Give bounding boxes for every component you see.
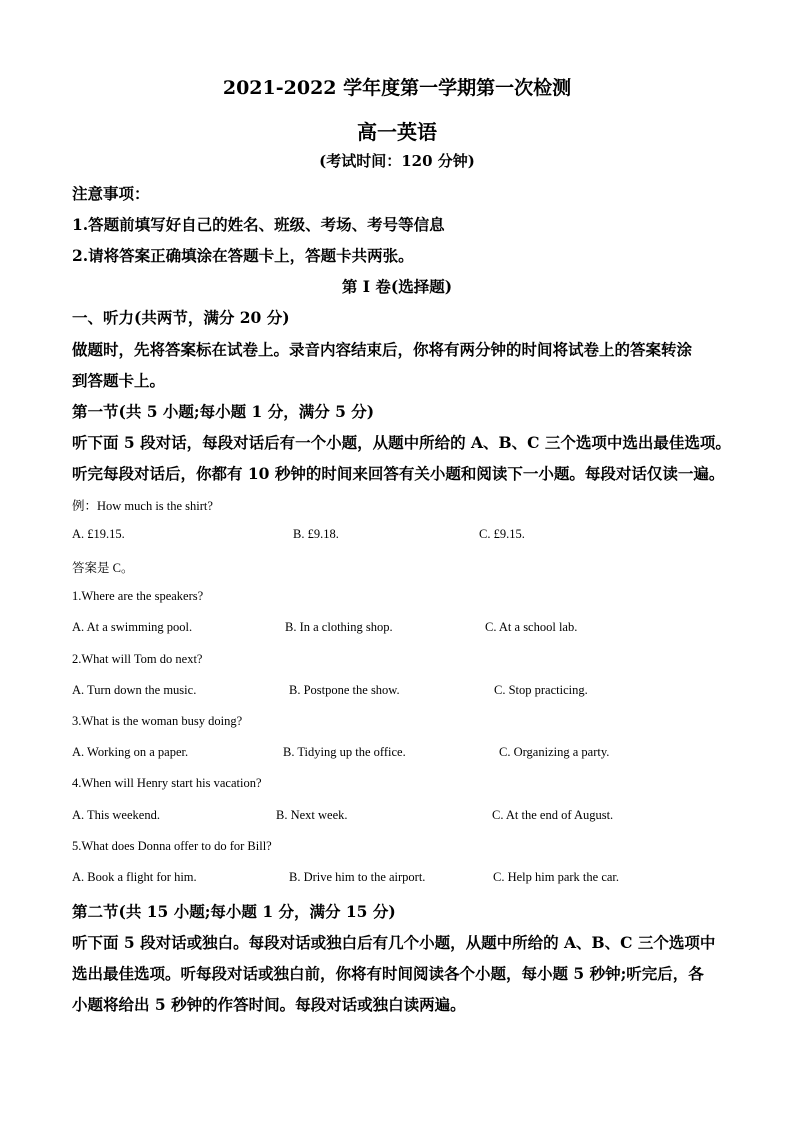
question-1-option-c: C. At a school lab. bbox=[485, 620, 578, 634]
section1-instruction-line-2: 听完每段对话后，你都有 10 秒钟的时间来回答有关小题和阅读下一小题。每段对话仅读一遍。 bbox=[72, 464, 725, 483]
section2-heading: 第二节(共 15 小题;每小题 1 分，满分 15 分) bbox=[72, 902, 396, 921]
exam-time: (考试时间：120 分钟) bbox=[319, 152, 475, 170]
section2-instruction-line-3: 小题将给出 5 秒钟的作答时间。每段对话或独白读两遍。 bbox=[72, 995, 466, 1014]
notes-item-1: 1.答题前填写好自己的姓名、班级、考场、考号等信息 bbox=[72, 215, 445, 234]
section2-instruction-line-1: 听下面 5 段对话或独白。每段对话或独白后有几个小题，从题中所给的 A、B、C 三个选项中 bbox=[72, 933, 716, 952]
question-3-option-b: B. Tidying up the office. bbox=[283, 745, 406, 759]
exam-subject: 高一英语 bbox=[357, 120, 437, 144]
question-4-option-c: C. At the end of August. bbox=[492, 808, 614, 822]
question-3-option-a: A. Working on a paper. bbox=[72, 745, 189, 759]
question-3: 3.What is the woman busy doing? bbox=[72, 714, 243, 728]
notes-item-2: 2.请将答案正确填涂在答题卡上，答题卡共两张。 bbox=[72, 246, 414, 265]
question-2-option-a: A. Turn down the music. bbox=[72, 683, 197, 697]
example-answer: 答案是 C。 bbox=[72, 561, 134, 575]
volume-heading: 第 I 卷(选择题) bbox=[341, 277, 453, 296]
example-option-b: B. £9.18. bbox=[293, 527, 339, 541]
example-option-a: A. £19.15. bbox=[72, 527, 125, 541]
exam-title: 2021-2022 学年度第一学期第一次检测 bbox=[222, 77, 572, 99]
question-2-option-c: C. Stop practicing. bbox=[494, 683, 588, 697]
example-option-c: C. £9.15. bbox=[479, 527, 525, 541]
question-4: 4.When will Henry start his vacation? bbox=[72, 776, 262, 790]
question-4-option-a: A. This weekend. bbox=[72, 808, 160, 822]
question-5-option-c: C. Help him park the car. bbox=[493, 870, 620, 884]
section1-instruction-line-1: 听下面 5 段对话，每段对话后有一个小题，从题中所给的 A、B、C 三个选项中选出最佳选项。 bbox=[72, 433, 731, 452]
question-4-option-b: B. Next week. bbox=[276, 808, 348, 822]
part1-intro-line-1: 做题时，先将答案标在试卷上。录音内容结束后，你将有两分钟的时间将试卷上的答案转涂 bbox=[72, 340, 693, 359]
part1-intro-line-2: 到答题卡上。 bbox=[72, 371, 166, 390]
question-1: 1.Where are the speakers? bbox=[72, 589, 204, 603]
example-question: 例：How much is the shirt? bbox=[72, 499, 213, 513]
question-5: 5.What does Donna offer to do for Bill? bbox=[72, 839, 272, 853]
question-2: 2.What will Tom do next? bbox=[72, 652, 203, 666]
notes-heading: 注意事项： bbox=[72, 184, 150, 203]
question-5-option-b: B. Drive him to the airport. bbox=[289, 870, 426, 884]
question-2-option-b: B. Postpone the show. bbox=[289, 683, 400, 697]
section1-heading: 第一节(共 5 小题;每小题 1 分，满分 5 分) bbox=[72, 402, 375, 421]
question-1-option-a: A. At a swimming pool. bbox=[72, 620, 193, 634]
question-5-option-a: A. Book a flight for him. bbox=[72, 870, 197, 884]
section2-instruction-line-2: 选出最佳选项。听每段对话或独白前，你将有时间阅读各个小题，每小题 5 秒钟;听完后，各 bbox=[72, 964, 704, 983]
question-1-option-b: B. In a clothing shop. bbox=[285, 620, 393, 634]
question-3-option-c: C. Organizing a party. bbox=[499, 745, 610, 759]
part1-heading: 一、听力(共两节，满分 20 分) bbox=[72, 308, 290, 327]
